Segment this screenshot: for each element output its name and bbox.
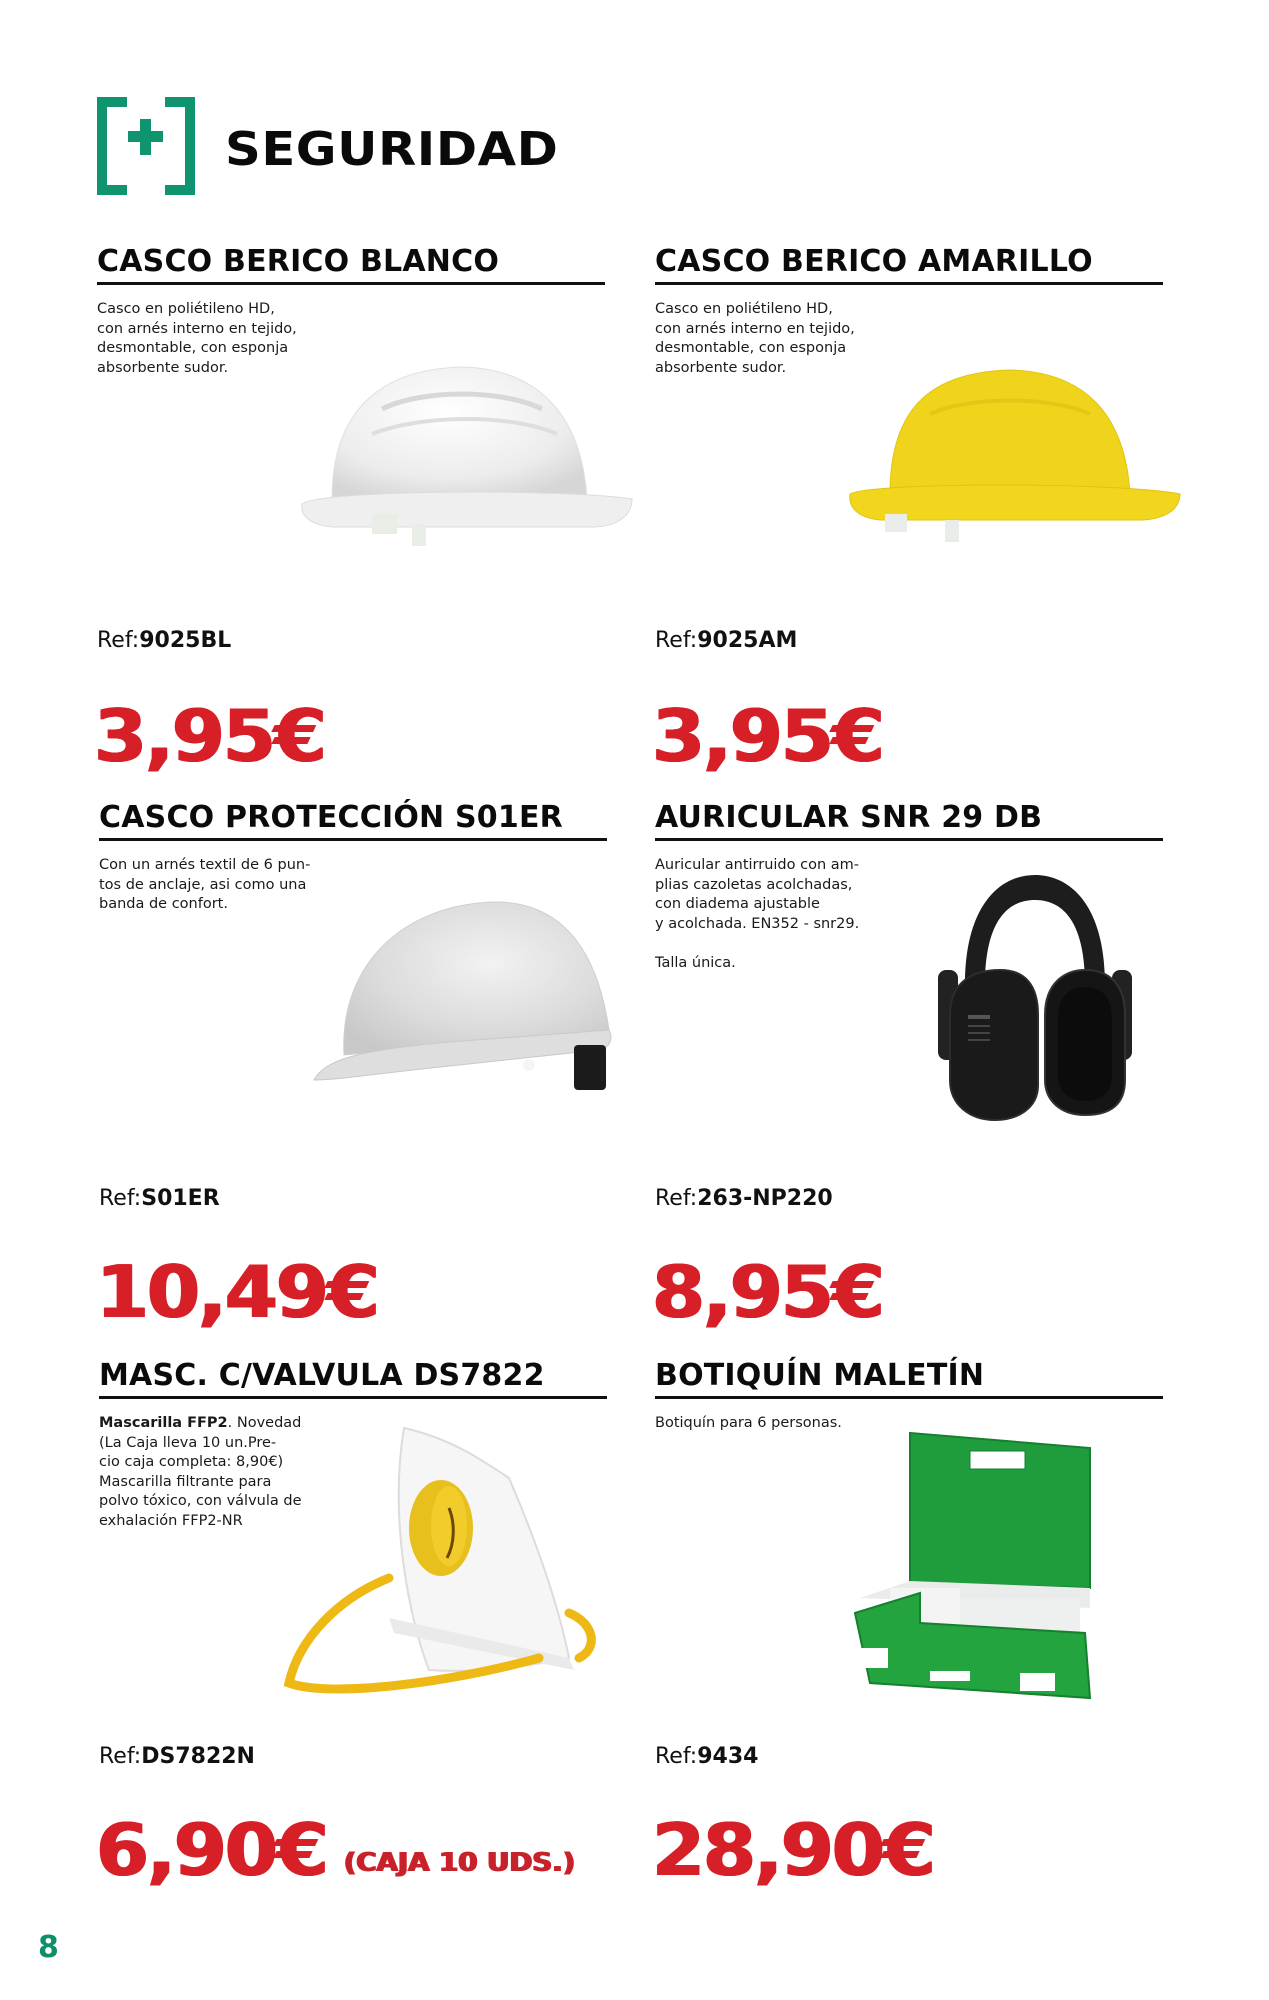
product-ref: Ref:DS7822N xyxy=(99,1744,255,1769)
product-description: Con un arnés textil de 6 pun- tos de anclaje, asi como una banda de confort. xyxy=(99,857,311,912)
product-description: Auricular antirruido con am- plias cazoletas acolchadas, con diadema ajustable y acolchada. EN352 - snr29. Talla única. xyxy=(655,857,860,971)
product-price: 28,90€ xyxy=(652,1808,934,1892)
product-card xyxy=(652,1358,1165,1918)
product-title: CASCO BERICO AMARILLO xyxy=(655,244,1093,279)
product-card xyxy=(96,800,609,1360)
product-card xyxy=(96,1358,609,1918)
title-underline xyxy=(97,282,605,285)
product-description: Mascarilla FFP2. Novedad (La Caja lleva 10 un.Pre- cio caja completa: 8,90€) Mascarilla filtrante para polvo tóxico, con válvula de exhalación FFP2-NR xyxy=(99,1415,302,1529)
first-aid-case-image xyxy=(850,1423,1150,1718)
product-ref: Ref:9434 xyxy=(655,1744,759,1769)
product-price: 6,90€ (CAJA 10 UDS.) xyxy=(96,1808,576,1892)
valve-mask-image xyxy=(269,1418,619,1723)
title-underline xyxy=(99,1396,607,1399)
title-underline xyxy=(99,838,607,841)
product-title: CASCO PROTECCIÓN S01ER xyxy=(99,800,563,835)
product-ref: Ref:9025AM xyxy=(655,628,798,653)
product-description: Casco en poliétileno HD, con arnés interno en tejido, desmontable, con esponja absorbente sudor. xyxy=(655,301,855,376)
title-underline xyxy=(655,1396,1163,1399)
product-title: MASC. C/VALVULA DS7822 xyxy=(99,1358,545,1393)
product-title: BOTIQUÍN MALETÍN xyxy=(655,1358,985,1393)
white-helmet-image xyxy=(292,349,642,574)
product-ref: Ref:263-NP220 xyxy=(655,1186,833,1211)
product-title: CASCO BERICO BLANCO xyxy=(97,244,500,279)
product-price: 10,49€ xyxy=(96,1250,378,1334)
product-description: Casco en poliétileno HD, con arnés interno en tejido, desmontable, con esponja absorbente sudor. xyxy=(97,301,297,376)
title-underline xyxy=(655,282,1163,285)
title-underline xyxy=(655,838,1163,841)
product-price: 8,95€ xyxy=(652,1250,883,1334)
product-price: 3,95€ xyxy=(94,694,325,778)
product-description: Botiquín para 6 personas. xyxy=(655,1415,842,1431)
product-title: AURICULAR SNR 29 DB xyxy=(655,800,1043,835)
yellow-helmet-image xyxy=(840,344,1190,569)
price-note: (CAJA 10 UDS.) xyxy=(343,1848,576,1878)
product-card xyxy=(652,244,1165,804)
product-ref: Ref:S01ER xyxy=(99,1186,220,1211)
product-card xyxy=(652,800,1165,1360)
earmuffs-image xyxy=(920,865,1150,1130)
bracket-plus-icon xyxy=(97,97,195,195)
page-number: 8 xyxy=(38,1930,59,1965)
product-price: 3,95€ xyxy=(652,694,883,778)
protection-helmet-image xyxy=(299,880,629,1105)
product-card xyxy=(94,244,607,804)
product-ref: Ref:9025BL xyxy=(97,628,232,653)
section-title: SEGURIDAD xyxy=(225,122,559,176)
